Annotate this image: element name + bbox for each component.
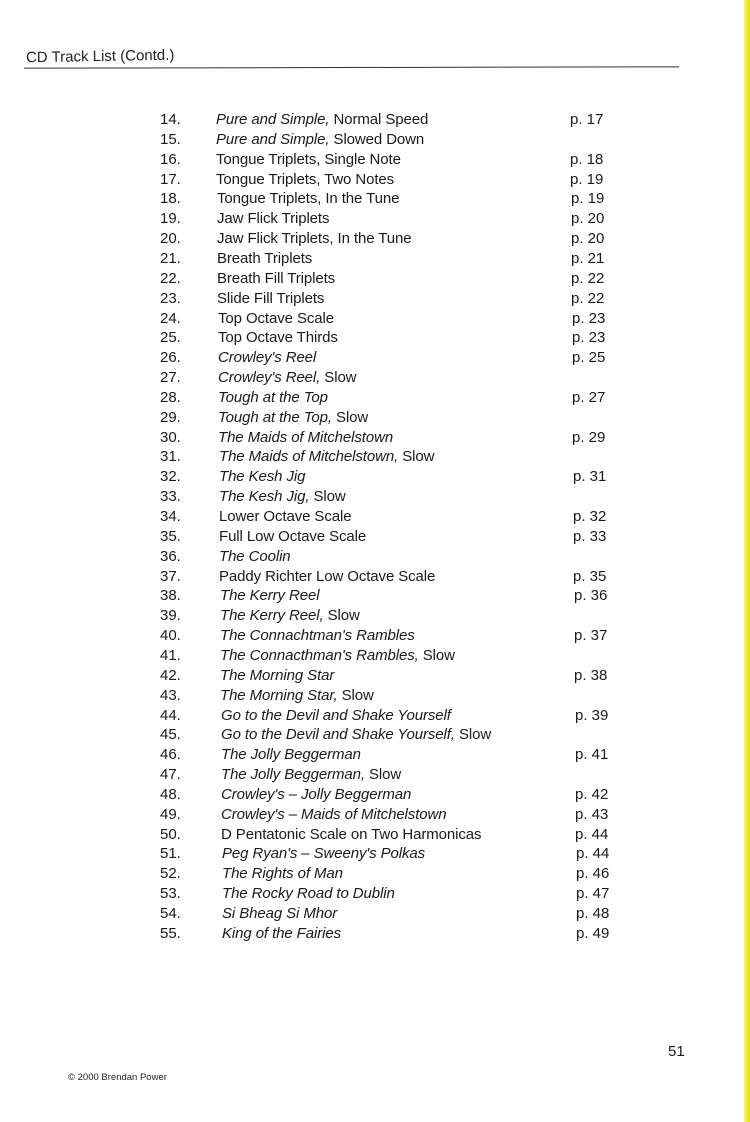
track-row [0,130,750,150]
track-title-italic: King of the Fairies [222,924,341,942]
track-row [0,467,750,487]
track-title-italic: Peg Ryan's – Sweeny's Polkas [222,845,426,863]
track-number: 47. [160,766,181,784]
track-title [219,487,346,507]
track-number: 20. [160,230,181,248]
track-title-italic: Crowley's – Maids of Mitchelstown [221,805,447,823]
track-number: 55. [160,924,181,942]
track-row [0,249,750,269]
track-title [217,189,399,209]
track-title [219,567,435,587]
track-number: 54. [160,905,181,922]
track-title-italic: The Morning Star, [220,686,338,704]
track-title [219,527,366,547]
track-number: 40. [160,627,181,645]
track-title-plain: Tongue Triplets, Two Notes [216,170,395,188]
track-title [220,586,319,606]
track-title [218,328,338,348]
track-row [0,428,750,448]
track-row [0,586,750,606]
track-page: p. 39 [575,706,609,724]
track-number: 21. [160,249,181,267]
track-number: 41. [160,646,181,664]
track-number: 51. [160,845,181,863]
track-title-italic: Pure and Simple, [216,130,330,148]
track-title [217,229,411,249]
track-title [221,805,446,825]
track-number: 18. [160,190,181,208]
track-number: 30. [160,428,181,446]
track-title-plain: Normal Speed [329,111,429,128]
track-row [0,527,750,547]
track-number: 38. [160,587,181,605]
page-header: CD Track List (Contd.) [25,46,175,67]
track-title [220,626,415,646]
track-number: 23. [160,289,181,307]
track-title-plain: Slow [331,408,369,426]
track-number: 34. [160,508,181,525]
track-row [0,507,750,527]
track-title-plain: Slow [309,488,346,506]
track-title [217,249,312,269]
track-number: 22. [160,269,181,287]
track-title-italic: The Morning Star [220,666,335,684]
track-row [0,209,750,229]
track-page: p. 23 [572,329,606,347]
track-page: p. 36 [574,587,608,605]
track-page: p. 27 [572,388,606,406]
track-title [221,825,481,845]
track-number: 36. [160,547,181,565]
track-page: p. 31 [573,468,607,486]
track-title-italic: The Jolly Beggerman [221,746,361,764]
track-row [0,686,750,706]
track-title-plain: Tongue Triplets, In the Tune [217,190,400,208]
track-page: p. 46 [576,865,610,883]
track-page: p. 38 [574,666,608,684]
track-title-italic: Go to the Devil and Shake Yourself, [221,726,455,744]
track-title [216,130,424,150]
track-number: 29. [160,408,181,426]
track-row [0,487,750,507]
track-number: 26. [160,349,181,367]
track-page: p. 33 [573,527,607,545]
track-title [221,765,401,785]
track-page: p. 29 [572,428,606,446]
track-number: 49. [160,805,181,823]
track-row [0,368,750,388]
track-title-italic: The Connacthman's Rambles, [220,646,419,664]
track-title-italic: Pure and Simple, [216,111,330,128]
track-row [0,825,750,845]
track-title-plain: Slow [364,766,402,784]
copyright-notice: © 2000 Brendan Power [68,1072,167,1083]
track-row [0,646,750,666]
track-title [218,309,334,329]
track-row [0,348,750,368]
track-page: p. 35 [573,567,607,585]
track-number: 44. [160,706,181,724]
track-title-italic: Crowley's Reel, [218,369,321,387]
track-page: p. 19 [570,170,604,188]
track-number: 25. [160,329,181,347]
track-number: 48. [160,785,181,803]
track-title-plain: Slow [454,726,492,744]
track-title-plain: Jaw Flick Triplets, In the Tune [217,230,412,248]
track-number: 28. [160,388,181,406]
track-page: p. 44 [575,825,609,843]
track-title-plain: D Pentatonic Scale on Two Harmonicas [221,825,482,843]
track-row [0,269,750,289]
track-page: p. 20 [571,210,605,228]
track-row [0,229,750,249]
track-title [220,606,360,626]
track-row [0,666,750,686]
track-title [218,368,356,388]
track-title [216,110,428,130]
track-title-italic: Si Bheag Si Mhor [222,905,338,922]
track-page: p. 25 [572,349,606,367]
track-page: p. 42 [575,785,609,803]
track-page: p. 37 [574,627,608,645]
track-title-plain: Top Octave Thirds [218,329,338,347]
track-title-italic: Crowley's Reel [218,349,317,367]
track-number: 31. [160,448,181,466]
track-title [220,646,455,666]
track-page: p. 47 [576,885,610,903]
track-row [0,150,750,170]
track-page: p. 32 [573,508,607,525]
track-row [0,408,750,428]
track-number: 15. [160,130,181,148]
track-row [0,626,750,646]
header-rule [24,66,679,68]
track-row [0,289,750,309]
track-row [0,864,750,884]
track-number: 39. [160,607,181,625]
track-title [222,864,343,884]
track-title [217,289,324,309]
track-number: 45. [160,726,181,744]
track-number: 14. [160,111,181,128]
track-title-plain: Full Low Octave Scale [219,527,367,545]
track-title [221,706,451,726]
track-title-plain: Slow [323,607,360,625]
track-title [221,745,361,765]
track-title-italic: The Connachtman's Rambles [220,627,415,645]
track-title-plain: Breath Triplets [217,249,313,267]
track-number: 24. [160,309,181,327]
track-page: p. 22 [571,289,605,307]
track-title-plain: Paddy Richter Low Octave Scale [219,567,436,585]
track-title-italic: The Maids of Mitchelstown [218,428,394,446]
track-row [0,844,750,864]
track-row [0,924,750,944]
track-row [0,567,750,587]
track-title-plain: Slide Fill Triplets [217,289,325,307]
track-title-italic: Go to the Devil and Shake Yourself [221,706,451,724]
track-title [218,348,316,368]
track-title [216,150,401,170]
track-number: 27. [160,369,181,387]
track-row [0,765,750,785]
track-title [222,844,425,864]
track-title [219,447,434,467]
track-row [0,904,750,924]
track-title-italic: The Kerry Reel, [220,607,324,625]
track-row [0,725,750,745]
track-title [216,170,394,190]
track-title-plain: Slow [320,369,357,387]
track-title-italic: The Jolly Beggerman, [221,766,365,784]
track-title-italic: The Kesh Jig, [219,488,310,506]
track-title-italic: Crowley's – Jolly Beggerman [221,785,412,803]
track-number: 35. [160,527,181,545]
track-title [220,686,374,706]
track-page: p. 44 [576,845,610,863]
track-row [0,189,750,209]
track-title [220,666,334,686]
track-row [0,547,750,567]
track-title-italic: The Rocky Road to Dublin [222,885,395,903]
track-title-italic: Tough at the Top [218,388,328,406]
track-title-italic: Tough at the Top, [218,408,332,426]
track-title [222,924,341,944]
track-page: p. 21 [571,249,605,267]
track-row [0,606,750,626]
track-page: p. 23 [572,309,606,327]
track-title [221,725,491,745]
track-title [219,467,305,487]
track-number: 33. [160,488,181,506]
track-number: 32. [160,468,181,486]
track-title-plain: Slow [418,646,455,664]
track-page: p. 41 [575,746,609,764]
track-title-plain: Tongue Triplets, Single Note [216,150,401,168]
track-title-italic: The Rights of Man [222,865,343,883]
track-title [222,884,395,904]
track-row [0,447,750,467]
track-row [0,309,750,329]
track-row [0,110,750,130]
track-title-italic: The Coolin [219,547,291,565]
track-row [0,706,750,726]
track-title-plain: Breath Fill Triplets [217,269,336,287]
track-title [219,547,291,567]
track-page: p. 17 [570,111,604,128]
track-title [222,904,337,924]
track-title-plain: Lower Octave Scale [219,508,352,525]
track-title [218,408,368,428]
track-title-plain: Slow [337,686,374,704]
track-number: 50. [160,825,181,843]
track-number: 53. [160,885,181,903]
track-row [0,805,750,825]
track-row [0,884,750,904]
track-number: 16. [160,150,181,168]
track-row [0,785,750,805]
track-page: p. 19 [571,190,605,208]
track-title [221,785,411,805]
track-row [0,170,750,190]
track-page: p. 18 [570,150,604,168]
track-page: p. 43 [575,805,609,823]
track-title-italic: The Maids of Mitchelstown, [219,448,399,466]
track-number: 17. [160,170,181,188]
track-title [218,428,393,448]
track-number: 37. [160,567,181,585]
track-title [217,269,335,289]
track-number: 52. [160,865,181,883]
track-number: 43. [160,686,181,704]
track-row [0,388,750,408]
track-number: 42. [160,666,181,684]
track-title-plain: Slowed Down [329,130,425,148]
track-title [219,507,351,527]
page-number: 51 [668,1043,685,1060]
track-page: p. 20 [571,230,605,248]
track-page: p. 22 [571,269,605,287]
track-page: p. 49 [576,924,610,942]
track-number: 19. [160,210,181,228]
track-number: 46. [160,746,181,764]
track-title-plain: Jaw Flick Triplets [217,210,330,228]
track-title [217,209,329,229]
track-title-italic: The Kerry Reel [220,587,320,605]
track-title [218,388,328,408]
track-title-plain: Slow [398,448,435,466]
track-row [0,328,750,348]
track-title-plain: Top Octave Scale [218,309,334,327]
track-page: p. 48 [576,905,610,922]
track-title-italic: The Kesh Jig [219,468,306,486]
track-row [0,745,750,765]
